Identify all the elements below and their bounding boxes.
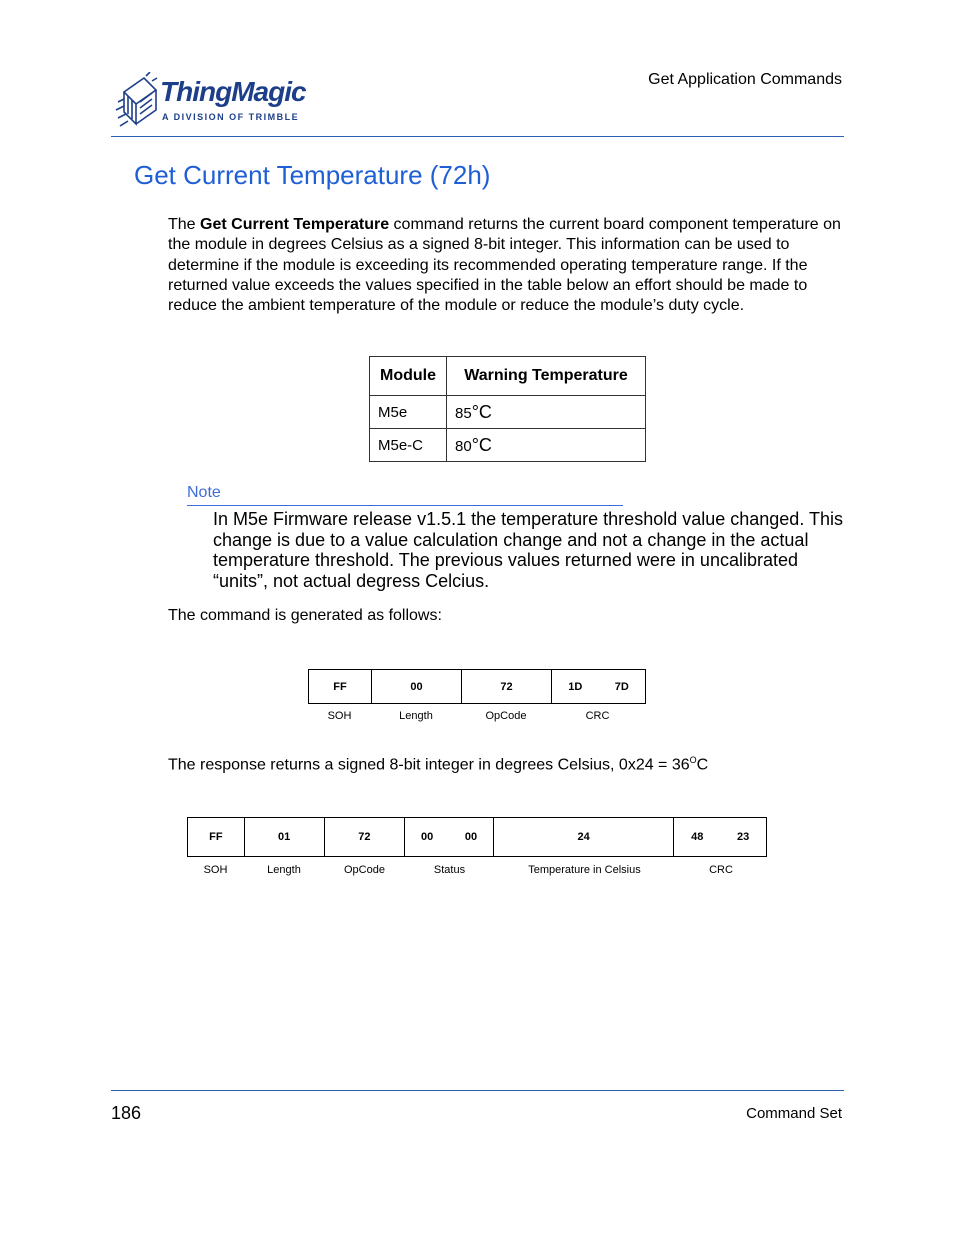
note-body: In M5e Firmware release v1.5.1 the temperature threshold value changed. This change is due to a value calculation change and not a change in the actual temperature threshold. The previous values returned were in uncalibrated “units”, not actual degress Celcius. xyxy=(213,509,843,591)
header-module: Module xyxy=(370,357,447,396)
label-opcode: OpCode xyxy=(344,864,385,876)
label-status: Status xyxy=(433,864,466,876)
module-cell: M5e xyxy=(370,396,447,429)
footer-section: Command Set xyxy=(746,1105,842,1122)
header-warning-temperature: Warning Temperature xyxy=(447,357,646,396)
command-name: Get Current Temperature xyxy=(200,216,390,233)
label-crc: CRC xyxy=(585,710,610,722)
command-packet-labels xyxy=(308,710,646,722)
packet-field-soh: FF xyxy=(309,670,372,703)
thingmagic-logo xyxy=(114,72,314,132)
warning-temperature-table xyxy=(369,356,646,462)
command-packet-diagram xyxy=(308,669,646,722)
packet-field-opcode: 72 xyxy=(325,818,406,856)
logo-wordmark: ThingMagic xyxy=(160,76,306,107)
packet-field-length: 01 xyxy=(245,818,325,856)
logo-tagline: A DIVISION OF TRIMBLE xyxy=(162,112,300,122)
command-packet xyxy=(308,669,646,704)
page-title: Get Current Temperature (72h) xyxy=(134,160,491,190)
label-length: Length xyxy=(267,864,301,876)
note-label: Note xyxy=(187,484,221,501)
temperature-cell: 85°C xyxy=(447,396,646,429)
packet-field-crc: 1D 7D xyxy=(568,680,629,693)
packet-field-soh: FF xyxy=(188,818,245,856)
intro-paragraph: The Get Current Temperature command returns the current board component temperature on the module in degrees Celsius as a signed 8-bit integer. This information can be used to determine if the module is exceeding its recommended operating temperature range. If the returned value exceeds the values specified in the table below an effort should be made to reduce the ambient temperature of the module or reduce the module’s duty cycle. xyxy=(168,216,841,315)
command-intro: The command is generated as follows: xyxy=(168,607,442,624)
label-opcode: OpCode xyxy=(485,710,527,722)
response-intro: The response returns a signed 8-bit integer in degrees Celsius, $0x24 = 36^OC$ xyxy=(168,755,709,774)
logo-chip-icon xyxy=(114,72,160,130)
label-temperature: Temperature in Celsius xyxy=(528,864,641,876)
packet-field-length: 00 xyxy=(372,670,462,703)
packet-field-opcode: 72 xyxy=(462,670,552,703)
running-header: Get Application Commands xyxy=(648,71,842,88)
packet-field-temperature: 24 xyxy=(494,818,674,856)
page-number: 186 xyxy=(111,1103,142,1123)
packet-field-crc: 48 23 xyxy=(691,831,750,843)
temperature-cell: 80°C xyxy=(447,429,646,462)
label-crc: CRC xyxy=(709,864,733,876)
label-length: Length xyxy=(399,710,433,722)
response-packet xyxy=(187,817,767,857)
table-row xyxy=(370,396,646,429)
table-header-row xyxy=(370,357,646,396)
label-soh: SOH xyxy=(327,710,352,722)
note-rule xyxy=(187,505,623,506)
response-packet-labels xyxy=(187,864,767,876)
label-soh: SOH xyxy=(203,864,228,876)
table-row xyxy=(370,429,646,462)
module-cell: M5e-C xyxy=(370,429,447,462)
packet-field-status: 00 00 xyxy=(405,818,494,856)
response-packet-diagram xyxy=(187,817,767,876)
header-rule xyxy=(111,136,844,137)
footer-rule xyxy=(111,1090,844,1091)
